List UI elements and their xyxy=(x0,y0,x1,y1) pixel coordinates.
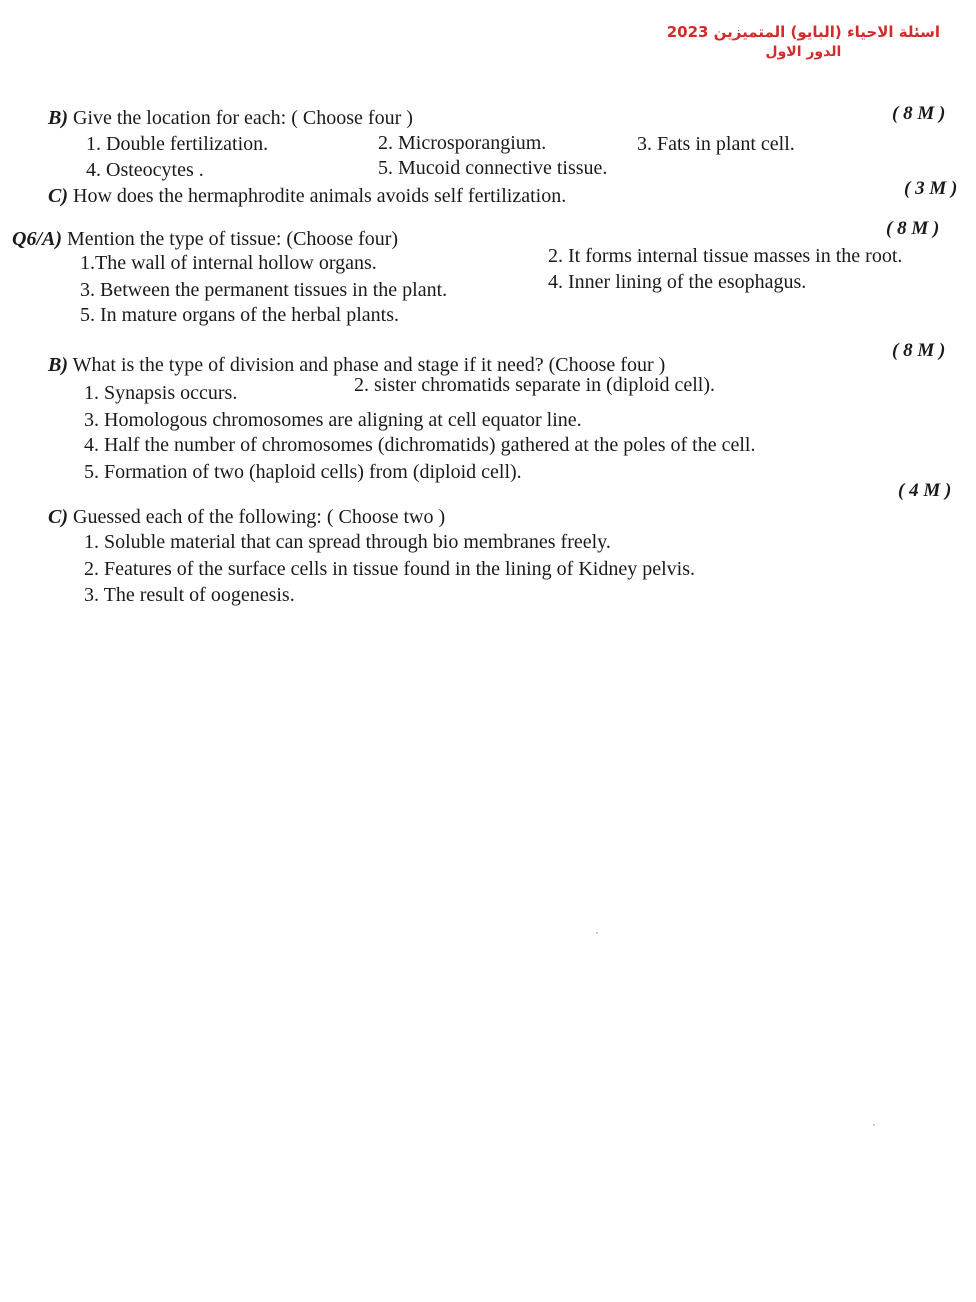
q6c-item-3: 3. The result of oogenesis. xyxy=(84,584,295,606)
scan-speck xyxy=(596,932,598,934)
q6b-prompt: What is the type of division and phase and stage if it need? (Choose four ) xyxy=(72,354,666,376)
q5c-label: C) xyxy=(48,185,68,207)
q6b-marks: ( 8 M ) xyxy=(892,340,946,361)
q6a-marks: ( 8 M ) xyxy=(886,218,940,239)
q6b-item-1: 1. Synapsis occurs. xyxy=(84,382,238,404)
q6c-prompt: Guessed each of the following: ( Choose two ) xyxy=(73,506,446,528)
q5b-marks: ( 8 M ) xyxy=(892,103,946,124)
scan-speck xyxy=(873,1124,875,1126)
q6c-item-1: 1. Soluble material that can spread through bio membranes freely. xyxy=(84,531,611,553)
q5b-item-1: 1. Double fertilization. xyxy=(86,133,269,155)
q5b-item-2: 2. Microsporangium. xyxy=(378,132,547,154)
q5b-prompt: Give the location for each: ( Choose four ) xyxy=(73,107,413,129)
q6b-item-2: 2. sister chromatids separate in (diploid cell). xyxy=(354,374,716,396)
q5c-marks: ( 3 M ) xyxy=(904,178,958,199)
q5c-prompt: How does the hermaphrodite animals avoids self fertilization. xyxy=(73,185,567,207)
q6b-item-3: 3. Homologous chromosomes are aligning at cell equator line. xyxy=(84,409,582,431)
q6a-item-4: 4. Inner lining of the esophagus. xyxy=(548,271,807,293)
q6b-item-5: 5. Formation of two (haploid cells) from (diploid cell). xyxy=(84,461,522,483)
q5b-item-4: 4. Osteocytes . xyxy=(86,159,204,181)
q6c-label: C) xyxy=(48,506,68,528)
q6c-item-2: 2. Features of the surface cells in tissue found in the lining of Kidney pelvis. xyxy=(84,558,695,580)
q5b-label: B) xyxy=(48,107,68,129)
q5b-item-3: 3. Fats in plant cell. xyxy=(637,133,795,155)
q6c-line xyxy=(48,505,445,529)
q6c-marks: ( 4 M ) xyxy=(898,480,952,501)
q6a-item-5: 5. In mature organs of the herbal plants. xyxy=(80,304,399,326)
q6a-item-3: 3. Between the permanent tissues in the plant. xyxy=(80,279,448,301)
q5b-line xyxy=(48,106,413,130)
q6a-label: Q6/A) xyxy=(12,228,62,250)
q5b-item-5: 5. Mucoid connective tissue. xyxy=(378,157,608,179)
q5c-line xyxy=(48,184,566,208)
q6a-item-1: 1.The wall of internal hollow organs. xyxy=(80,252,377,274)
q6b-item-4: 4. Half the number of chromosomes (dichromatids) gathered at the poles of the cell. xyxy=(84,434,756,456)
q6a-item-2: 2. It forms internal tissue masses in the root. xyxy=(548,245,903,267)
q6a-line xyxy=(12,227,398,251)
q6b-label: B) xyxy=(48,354,68,376)
q6a-prompt: Mention the type of tissue: (Choose four) xyxy=(67,228,399,250)
header-title: اسئلة الاحياء (البايو) المتميزين 2023 xyxy=(666,23,940,41)
page-header xyxy=(667,22,940,62)
header-subtitle: الدور الاول xyxy=(765,44,842,60)
